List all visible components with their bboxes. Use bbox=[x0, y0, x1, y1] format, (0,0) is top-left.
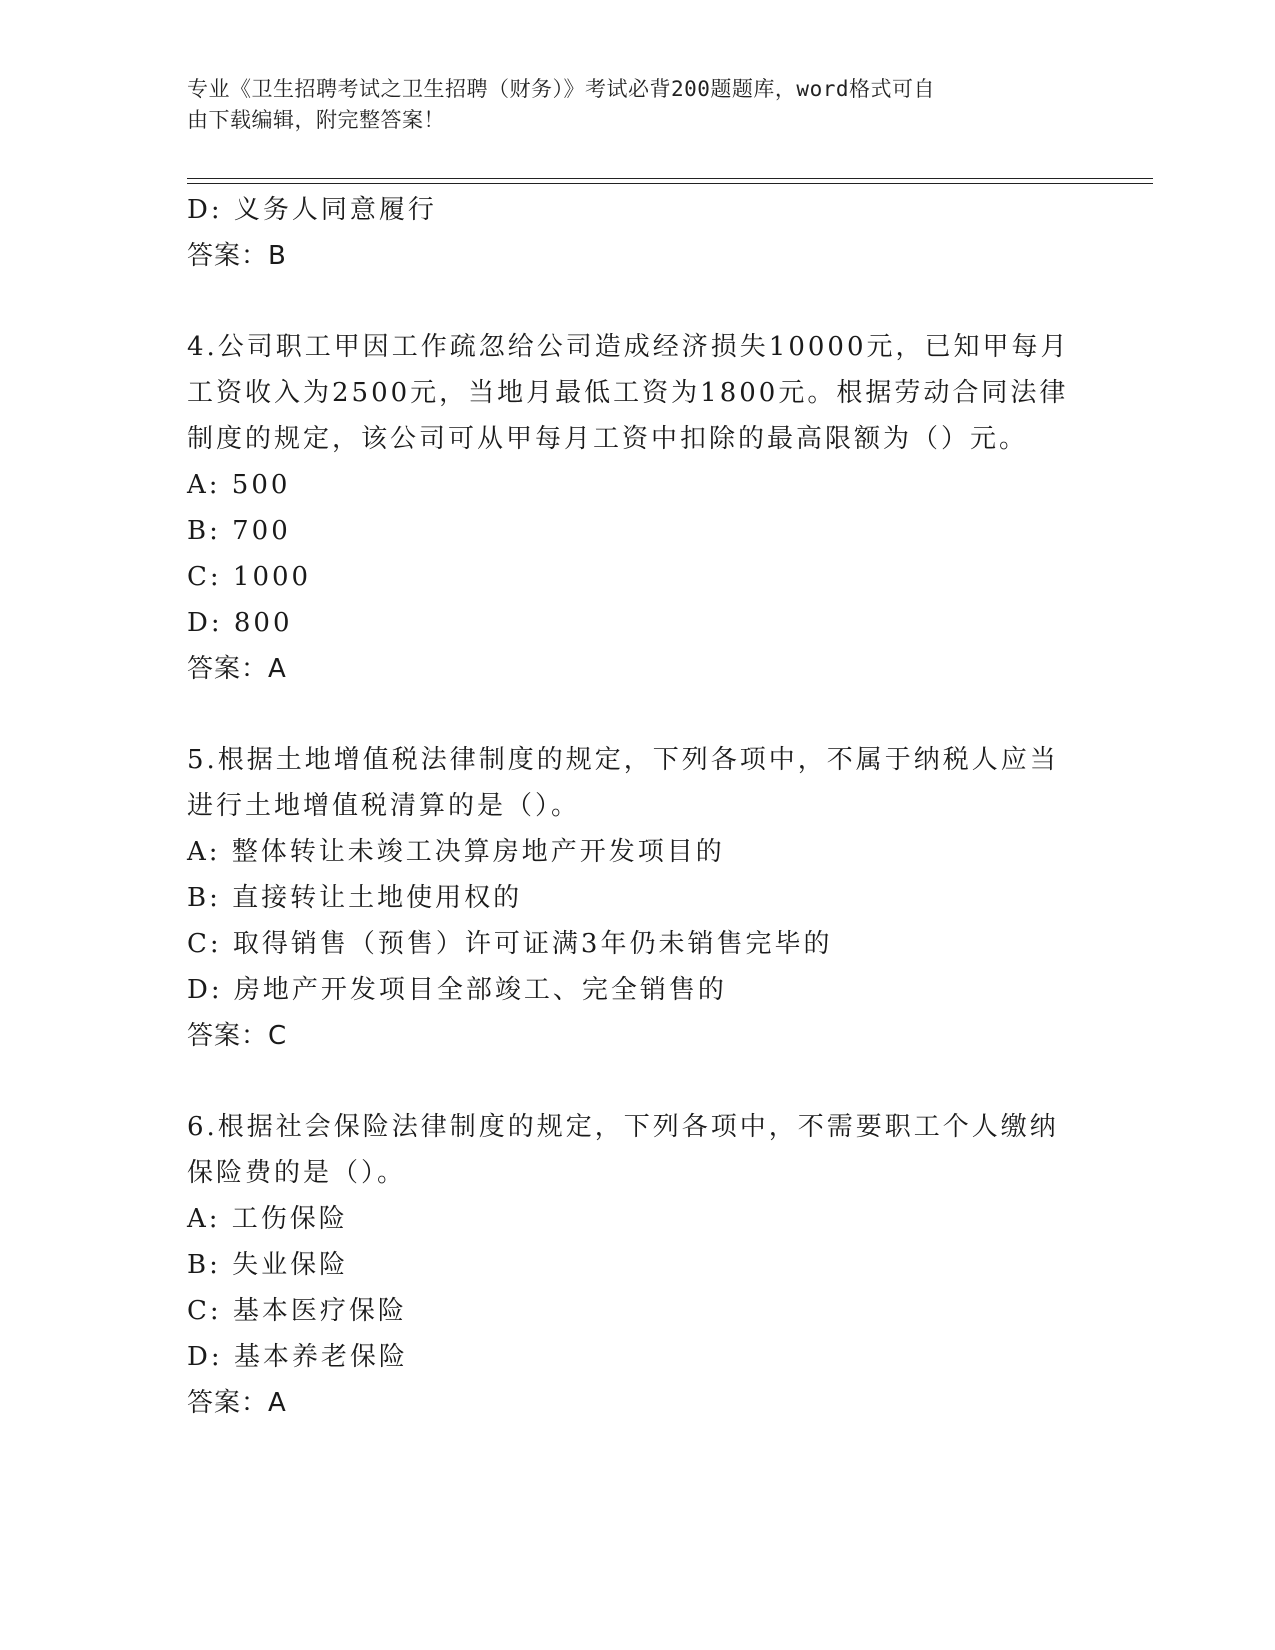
question-6-option-b: B: 失业保险 bbox=[187, 1250, 349, 1280]
fragment-option-d: D: 义务人同意履行 bbox=[187, 195, 437, 225]
question-6-option-d: D: 基本养老保险 bbox=[187, 1342, 408, 1372]
header-rule-bottom bbox=[187, 183, 1153, 184]
document-body bbox=[187, 187, 1070, 1426]
question-5-option-a: A: 整体转让未竣工决算房地产开发项目的 bbox=[187, 837, 725, 867]
question-5-option-b: B: 直接转让土地使用权的 bbox=[187, 883, 523, 913]
question-4-option-a: A: 500 bbox=[187, 470, 291, 500]
spacer bbox=[187, 279, 1067, 324]
fragment-answer: 答案：B bbox=[187, 241, 287, 271]
question-5-option-c: C: 取得销售（预售）许可证满3年仍未销售完毕的 bbox=[187, 929, 833, 959]
question-4-line-1: 4.公司职工甲因工作疏忽给公司造成经济损失10000元，已知甲每月 bbox=[187, 332, 1070, 362]
question-4-line-3: 制度的规定，该公司可从甲每月工资中扣除的最高限额为（）元。 bbox=[187, 424, 1029, 454]
document-header bbox=[187, 74, 1067, 136]
header-rule-top bbox=[187, 178, 1153, 179]
question-6-option-a: A: 工伤保险 bbox=[187, 1204, 348, 1234]
question-6-option-c: C: 基本医疗保险 bbox=[187, 1296, 407, 1326]
question-5 bbox=[187, 737, 1067, 1059]
header-line-1: 专业《卫生招聘考试之卫生招聘（财务）》考试必背200题题库，word格式可自 bbox=[187, 77, 935, 101]
question-6 bbox=[187, 1104, 1067, 1426]
question-4-line-2: 工资收入为2500元，当地月最低工资为1800元。根据劳动合同法律 bbox=[187, 378, 1069, 408]
question-5-option-d: D: 房地产开发项目全部竣工、完全销售的 bbox=[187, 975, 727, 1005]
spacer bbox=[187, 1059, 1067, 1104]
question-5-answer: 答案：C bbox=[187, 1021, 288, 1051]
spacer bbox=[187, 692, 1067, 737]
question-6-answer: 答案：A bbox=[187, 1388, 287, 1418]
question-4-answer: 答案：A bbox=[187, 654, 287, 684]
question-6-line-1: 6.根据社会保险法律制度的规定，下列各项中，不需要职工个人缴纳 bbox=[187, 1112, 1059, 1142]
question-4-option-d: D: 800 bbox=[187, 608, 293, 638]
question-6-line-2: 保险费的是（）。 bbox=[187, 1158, 407, 1188]
header-line-2: 由下载编辑，附完整答案！ bbox=[187, 108, 445, 132]
question-4-option-c: C: 1000 bbox=[187, 562, 312, 592]
question-4 bbox=[187, 324, 1070, 692]
question-5-line-2: 进行土地增值税清算的是（）。 bbox=[187, 791, 581, 821]
question-4-option-b: B: 700 bbox=[187, 516, 291, 546]
question-5-line-1: 5.根据土地增值税法律制度的规定，下列各项中，不属于纳税人应当 bbox=[187, 745, 1059, 775]
